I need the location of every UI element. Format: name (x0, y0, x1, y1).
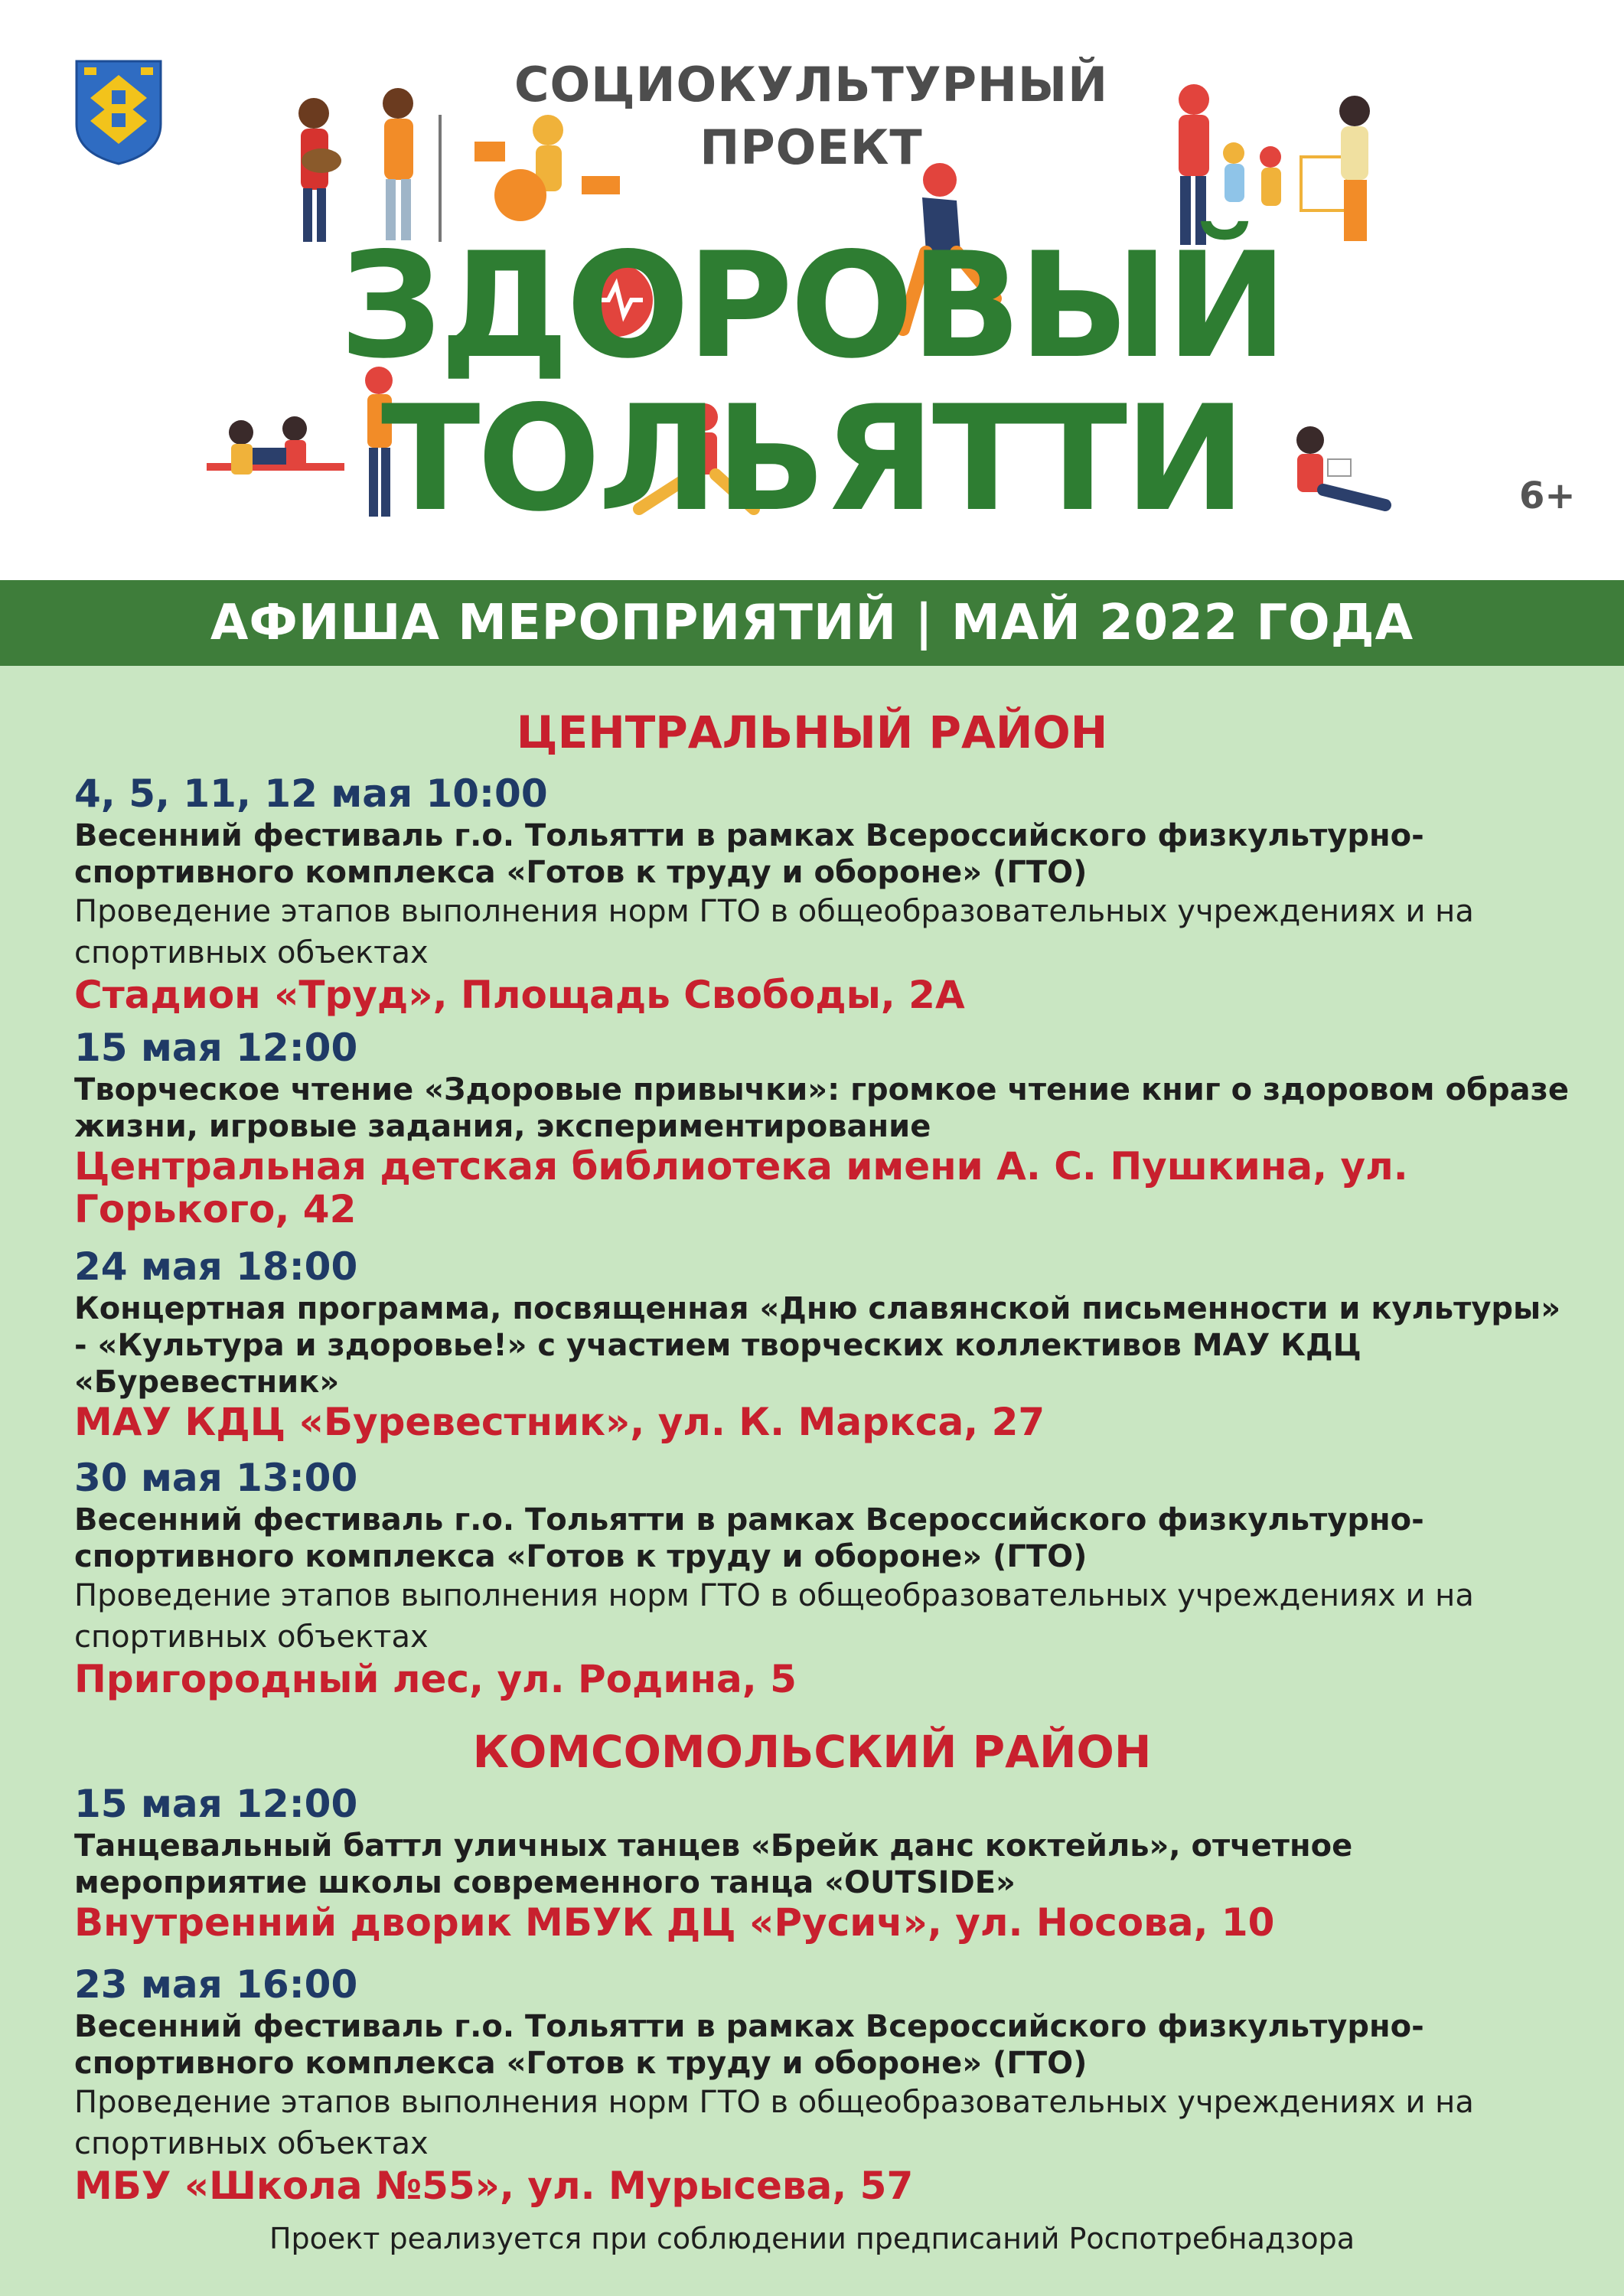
footer-note: Проект реализуется при соблюдении предписаний Роспотребнадзора (269, 2222, 1355, 2255)
event-description: Проведение этапов выполнения норм ГТО в общеобразовательных учреждениях и на спортивных объектах (74, 1578, 1474, 1655)
event-date: 23 мая 16:00 (74, 1962, 358, 2007)
event-date: 15 мая 12:00 (74, 1782, 358, 1826)
event-title: Творческое чтение «Здоровые привычки»: громкое чтение книг о здоровом образе жизни, игровые задания, экспериментирование (74, 1072, 1569, 1144)
district-heading: КОМСОМОЛЬСКИЙ РАЙОН (472, 1726, 1152, 1778)
event-item (74, 1780, 1578, 1944)
event-date: 24 мая 18:00 (74, 1244, 358, 1289)
event-venue: МАУ КДЦ «Буревестник», ул. К. Маркса, 27 (74, 1400, 1045, 1444)
event-item (74, 770, 1578, 1016)
event-date: 30 мая 13:00 (74, 1456, 358, 1500)
event-item (74, 1961, 1578, 2207)
poster-header (0, 0, 1624, 580)
event-item (74, 1454, 1578, 1701)
age-rating: 6+ (1519, 475, 1576, 517)
drummer-illustration (474, 115, 620, 221)
event-title: Весенний фестиваль г.о. Тольятти в рамках Всероссийского физкультурно-спортивного комплекса «Готов к труду и обороне» (ГТО) (74, 2009, 1424, 2081)
event-title: Весенний фестиваль г.о. Тольятти в рамках Всероссийского физкультурно-спортивного комплекса «Готов к труду и обороне» (ГТО) (74, 1502, 1424, 1574)
project-title-line2: ТОЛЬЯТТИ (380, 374, 1244, 543)
event-venue: Центральная детская библиотека имени А. С. Пушкина, ул. Горького, 42 (74, 1144, 1408, 1231)
event-description: Проведение этапов выполнения норм ГТО в общеобразовательных учреждениях и на спортивных объектах (74, 2085, 1474, 2161)
event-venue: Стадион «Труд», Площадь Свободы, 2А (74, 973, 965, 1017)
event-venue: Внутренний дворик МБУК ДЦ «Русич», ул. Носова, 10 (74, 1900, 1275, 1945)
event-title: Весенний фестиваль г.о. Тольятти в рамках Всероссийского физкультурно-спортивного комплекса «Готов к труду и обороне» (ГТО) (74, 818, 1424, 890)
events-banner: АФИША МЕРОПРИЯТИЙ | МАЙ 2022 ГОДА (0, 580, 1624, 666)
event-date: 15 мая 12:00 (74, 1026, 358, 1070)
event-description: Проведение этапов выполнения норм ГТО в общеобразовательных учреждениях и на спортивных объектах (74, 894, 1474, 970)
project-label-line2: ПРОЕКТ (699, 119, 923, 175)
event-title: Танцевальный баттл уличных танцев «Брейк данс коктейль», отчетное мероприятие школы современного танца «OUTSIDE» (74, 1828, 1353, 1900)
event-item (74, 1243, 1578, 1443)
project-label-line1: СОЦИОКУЛЬТУРНЫЙ (514, 57, 1109, 113)
event-item (74, 1024, 1578, 1231)
event-title: Концертная программа, посвященная «Дню славянской письменности и культуры» - «Культура и здоровье!» с участием творческих коллективов МАУ КДЦ «Буревестник» (74, 1291, 1561, 1400)
project-title-line1: ЗДОРОВЫЙ (339, 221, 1285, 390)
district-heading: ЦЕНТРАЛЬНЫЙ РАЙОН (516, 706, 1108, 758)
singer-illustration (383, 88, 440, 242)
event-date: 4, 5, 11, 12 мая 10:00 (74, 771, 548, 816)
guitarist-illustration (298, 98, 341, 242)
event-venue: МБУ «Школа №55», ул. Мурысева, 57 (74, 2164, 914, 2208)
event-venue: Пригородный лес, ул. Родина, 5 (74, 1657, 797, 1701)
events-content (0, 666, 1624, 2296)
